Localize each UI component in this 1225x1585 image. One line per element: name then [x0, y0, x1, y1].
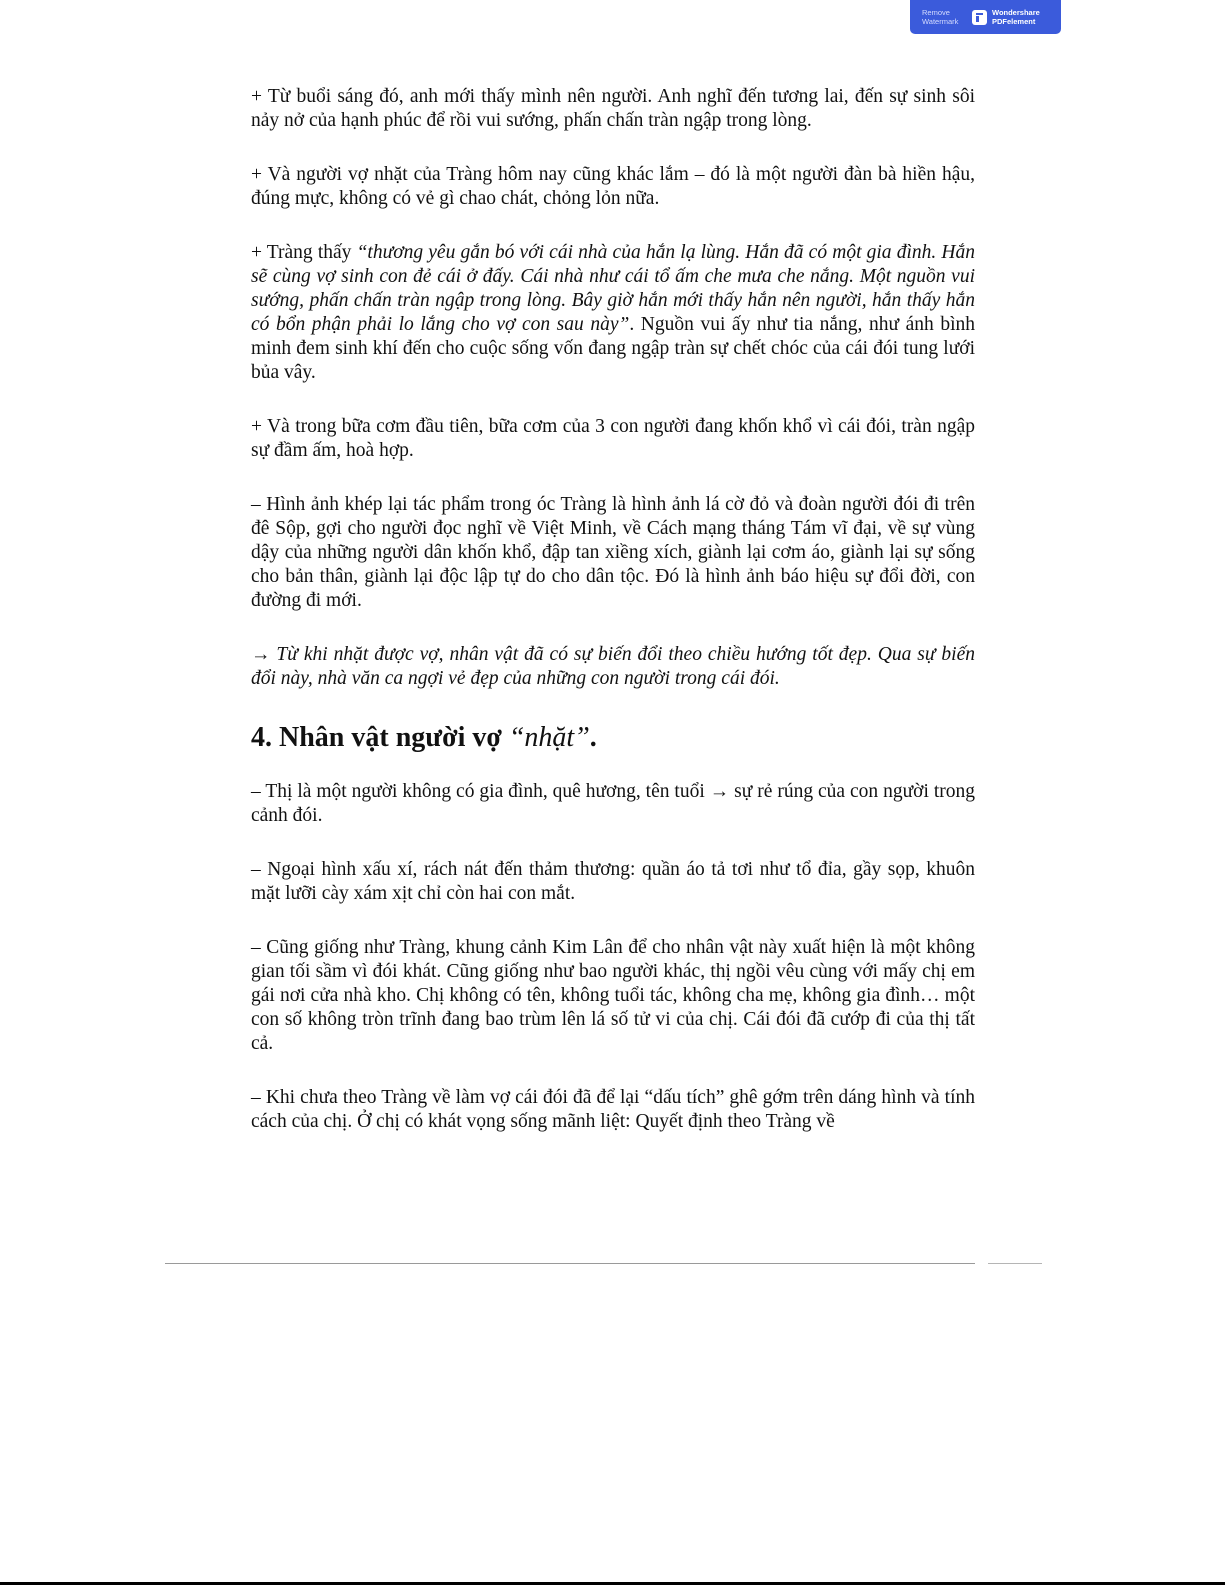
paragraph-7: – Thị là một người không có gia đình, quê hương, tên tuổi → sự rẻ rúng của con người trong cảnh đói.	[251, 781, 975, 826]
paragraph-8: – Ngoại hình xấu xí, rách nát đến thảm thương: quần áo tả tơi như tổ đỉa, gầy sọp, khuôn mặt lưỡi cày xám xịt chỉ còn hai con mắt.	[251, 859, 975, 904]
pdfelement-logo-icon	[972, 10, 987, 25]
page-divider-segment	[988, 1263, 1042, 1264]
paragraph-2: + Và người vợ nhặt của Tràng hôm nay cũng khác lắm – đó là một người đàn bà hiền hậu, đúng mực, không có vẻ gì chao chát, chỏng lỏn nữa.	[251, 164, 975, 209]
paragraph-6-conclusion: → Từ khi nhặt được vợ, nhân vật đã có sự biến đổi theo chiều hướng tốt đẹp. Qua sự biến đổi này, nhà văn ca ngợi vẻ đẹp của những con người trong cái đói.	[251, 644, 975, 689]
paragraph-1: + Từ buổi sáng đó, anh mới thấy mình nên người. Anh nghĩ đến tương lai, đến sự sinh sôi nảy nở của hạnh phúc để rồi vui sướng, phấn chấn tràn ngập trong lòng.	[251, 86, 975, 131]
page-divider	[165, 1263, 975, 1264]
quoted-passage: “thương yêu gắn bó với cái nhà của hắn lạ lùng. Hắn đã có một gia đình. Hắn sẽ cùng vợ sinh con đẻ cái ở đấy. Cái nhà như cái tổ ấm che mưa che nắng. Một nguồn vui sướng, phấn chấn tràn ngập trong lòng. Bây giờ hắn mới thấy hắn nên người, hắn thấy hắn có bổn phận phải lo lắng cho vợ con sau này”	[251, 242, 975, 335]
document-body	[251, 85, 975, 1164]
section-heading: 4. Nhân vật người vợ “nhặt”.	[251, 722, 597, 753]
remove-watermark-label[interactable]: Remove Watermark	[922, 8, 959, 26]
brand-label: Wondershare PDFelement	[992, 8, 1040, 26]
paragraph-10: – Khi chưa theo Tràng về làm vợ cái đói đã để lại “dấu tích” ghê gớm trên dáng hình và tính cách của chị. Ở chị có khát vọng sống mãnh liệt: Quyết định theo Tràng về	[251, 1087, 975, 1132]
paragraph-9: – Cũng giống như Tràng, khung cảnh Kim Lân để cho nhân vật này xuất hiện là một không gian tối sầm vì đói khát. Cũng giống như bao người khác, thị ngồi vêu cùng với mấy chị em gái nơi cửa nhà kho. Chị không có tên, không tuổi tác, không cha mẹ, không gia đình… một con số không tròn trĩnh đang bao trùm lên lá số tử vi của chị. Cái đói đã cướp đi của thị tất cả.	[251, 937, 975, 1054]
paragraph-4: + Và trong bữa cơm đầu tiên, bữa cơm của 3 con người đang khốn khổ vì cái đói, tràn ngập sự đầm ấm, hoà hợp.	[251, 416, 975, 461]
paragraph-5: – Hình ảnh khép lại tác phẩm trong óc Tràng là hình ảnh lá cờ đỏ và đoàn người đói đi trên đê Sộp, gợi cho người đọc nghĩ về Việt Minh, về Cách mạng tháng Tám vĩ đại, về sự vùng dậy của những người dân khốn khổ, đập tan xiềng xích, giành lại cơm áo, giành lại sự sống cho bản thân, giành lại độc lập tự do cho dân tộc. Đó là hình ảnh báo hiệu sự đổi đời, con đường đi mới.	[251, 494, 975, 611]
remove-watermark-banner[interactable]	[910, 0, 1061, 34]
paragraph-3: + Tràng thấy “thương yêu gắn bó với cái nhà của hắn lạ lùng. Hắn đã có một gia đình. Hắn sẽ cùng vợ sinh con đẻ cái ở đấy. Cái nhà như cái tổ ấm che mưa che nắng. Một nguồn vui sướng, phấn chấn tràn ngập trong lòng. Bây giờ hắn mới thấy hắn nên người, hắn thấy hắn có bổn phận phải lo lắng cho vợ con sau này”. Nguồn vui ấy như tia nắng, như ánh bình minh đem sinh khí đến cho cuộc sống vốn đang ngập tràn sự chết chóc của cái đói tung lưới bủa vây.	[251, 242, 975, 383]
